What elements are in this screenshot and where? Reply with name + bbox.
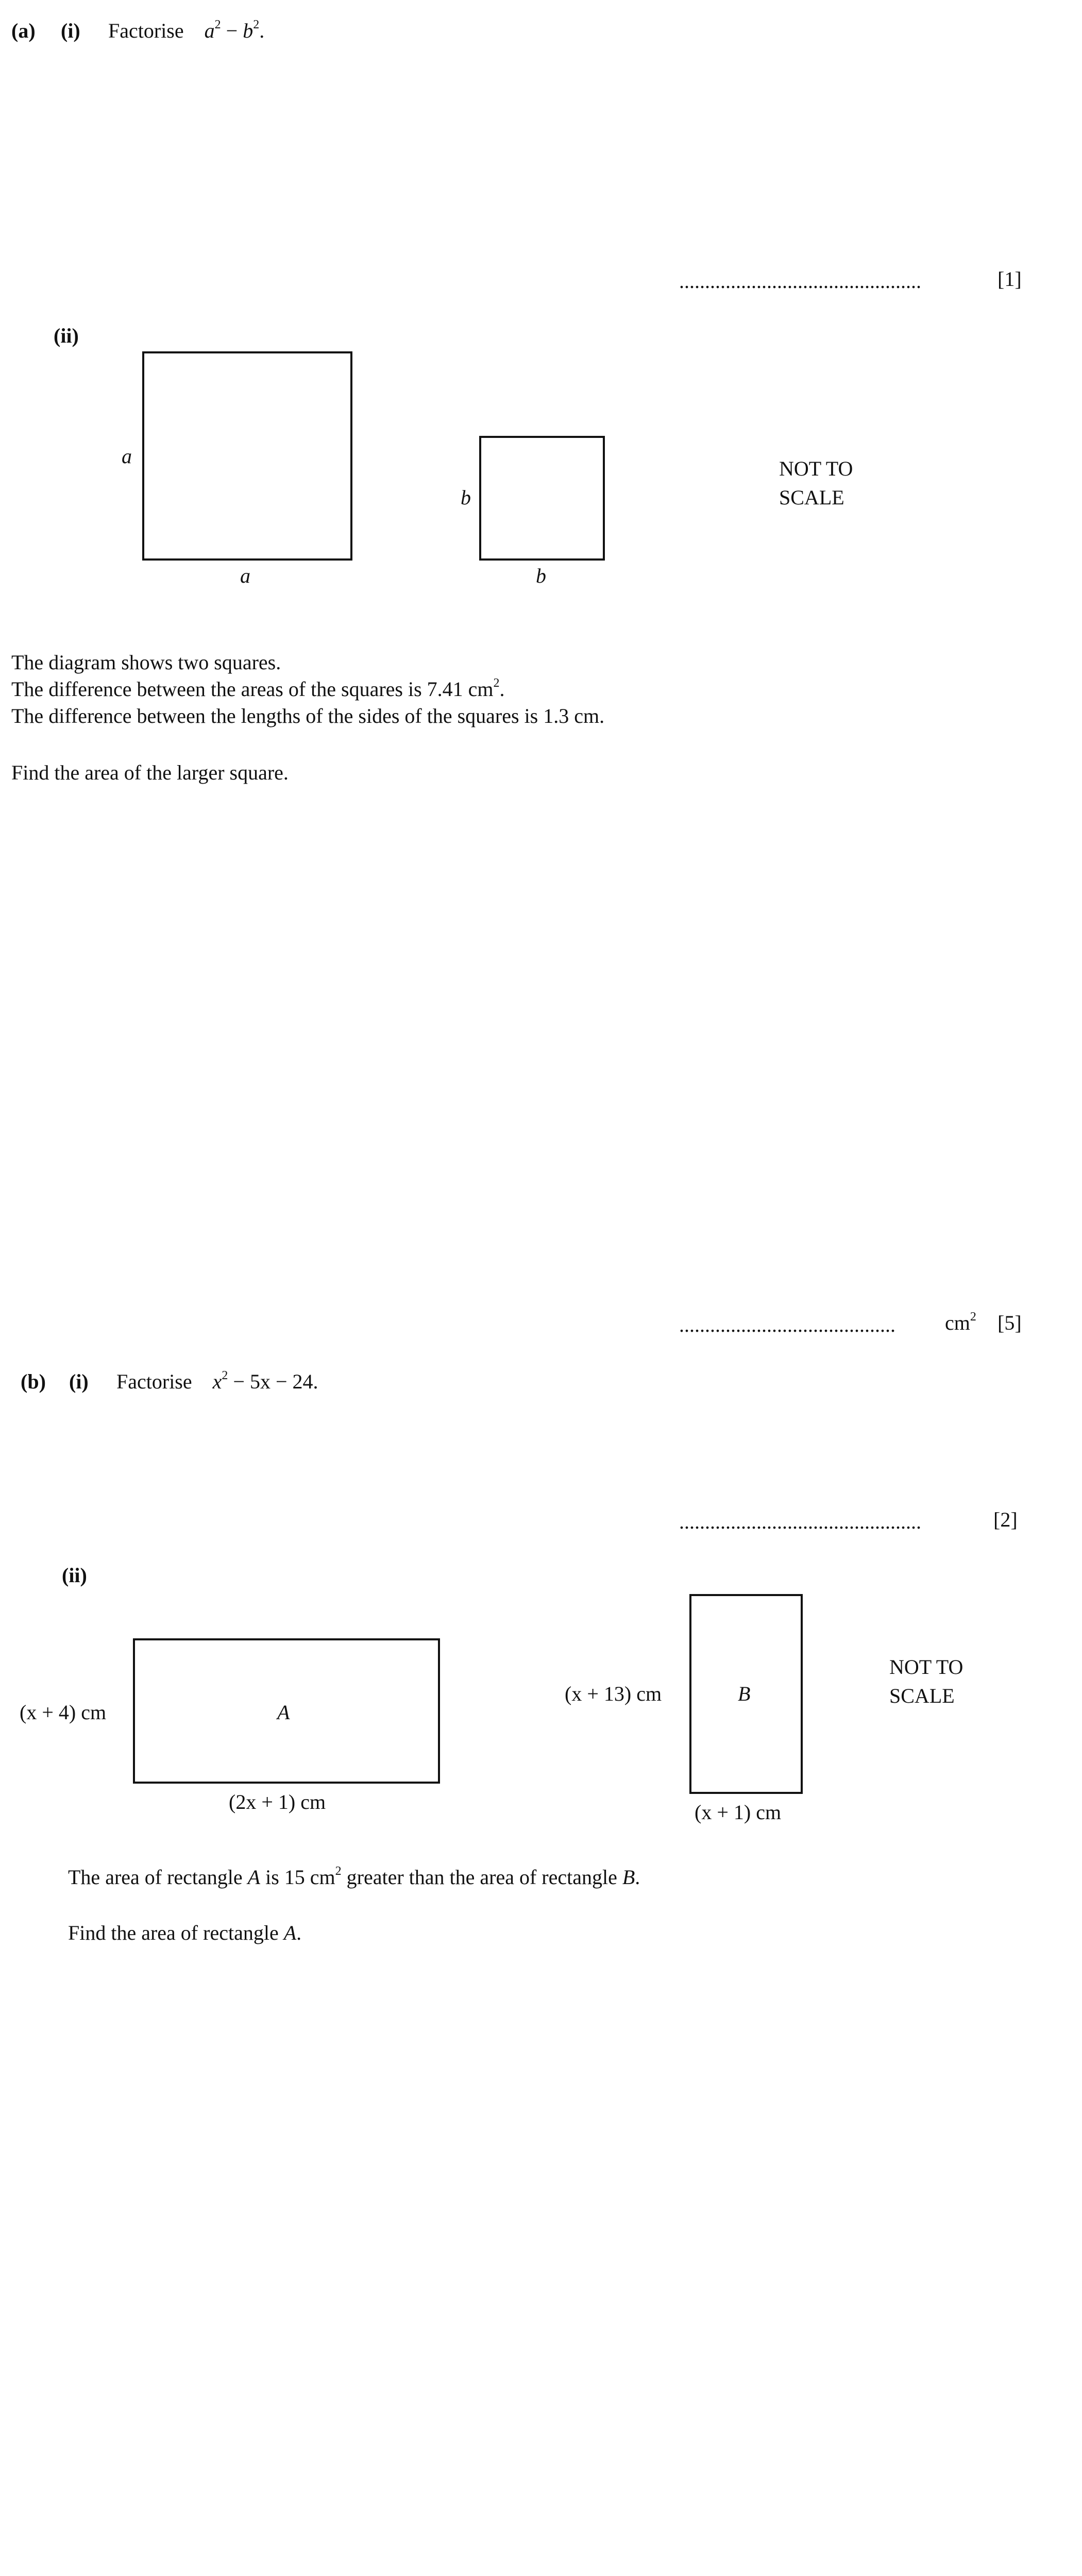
part-a-label: (a) [11,19,36,42]
factorise-expression-b: $x^2 - 5x - 24$. [212,1369,318,1393]
rectangle-a-height-label: (x + 4) cm [20,1701,107,1724]
factorise-instruction: Factorise [108,19,184,42]
answer-line-b-i[interactable]: ............................................... [679,1510,921,1533]
rectangle-a-width-label: (2x + 1) cm [229,1790,326,1814]
small-square [479,436,605,561]
factorise-expression: $a^2 - b^2$. [204,18,265,42]
factorise-instruction-b: Factorise [116,1370,192,1393]
small-square-side-label: b [461,486,471,509]
part-b-i-label: (i) [69,1370,89,1393]
not-to-scale-note-b: NOT TO SCALE [889,1655,963,1707]
part-a-ii-statement [11,649,604,730]
rectangle-b-height-label: (x + 13) cm [565,1682,662,1705]
large-square-side-label: a [122,445,132,468]
part-a-i-question [108,18,265,42]
part-a-i-label: (i) [61,19,80,42]
answer-line-a-i[interactable]: ............................................... [679,269,921,293]
statement-line-3: The difference between the lengths of the sides of the squares is 1.3 cm. [11,704,605,727]
statement-line-2: The difference between the areas of the squares is 7.41 $cm^2$. [11,676,505,701]
part-b-ii-label: (ii) [62,1564,87,1587]
part-b-label: (b) [21,1370,46,1393]
rectangle-b-width-label: (x + 1) cm [695,1801,782,1824]
large-square [142,351,352,561]
not-to-scale-note-a: NOT TO SCALE [779,457,853,509]
marks-a-ii: [5] [998,1311,1022,1334]
answer-line-a-ii[interactable]: .......................................... [679,1313,895,1336]
part-a-ii-label: (ii) [54,324,79,347]
part-b-ii-question: Find the area of rectangle A. [68,1921,302,1944]
rectangle-a-label: A [277,1701,290,1724]
rectangle-b-label: B [738,1682,751,1705]
small-square-base-label: b [536,564,546,587]
part-b-i-question [116,1371,318,1392]
marks-a-i: [1] [998,267,1022,291]
part-a-ii-question: Find the area of the larger square. [11,761,289,784]
part-b-ii-statement: The area of rectangle A is 15 $cm^2$ greater than the area of rectangle B. [68,1865,640,1889]
marks-b-i: [2] [993,1508,1018,1531]
unit-a-ii: $cm^2$ [945,1310,976,1334]
statement-line-1: The diagram shows two squares. [11,651,281,674]
large-square-base-label: a [240,564,250,587]
